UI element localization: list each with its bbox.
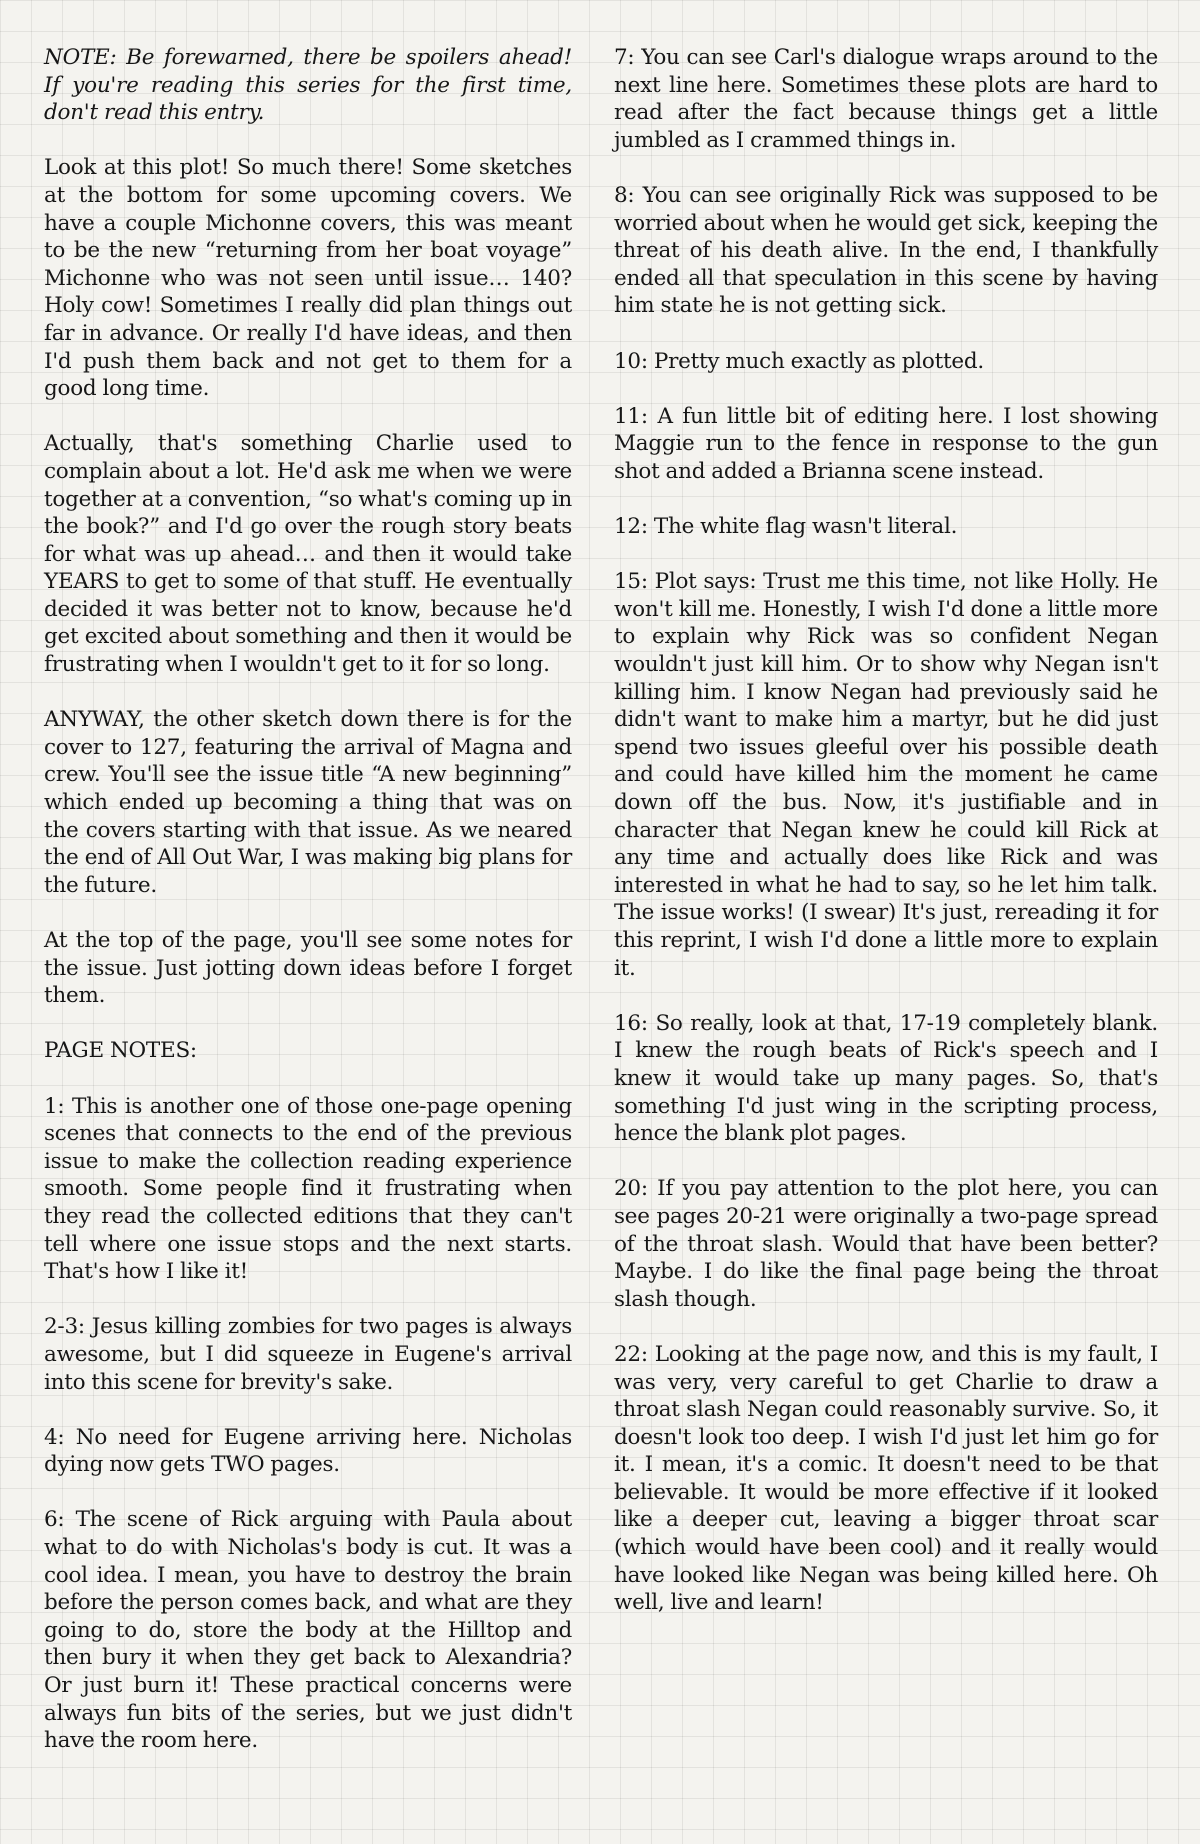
paragraph: At the top of the page, you'll see some notes for the issue. Just jotting down ideas before I forget them. [44,928,572,1009]
paragraph: Look at this plot! So much there! Some sketches at the bottom for some upcoming covers. We have a couple Michonne covers, this was meant to be the new “returning from her boat voyage” Michonne who was not seen until issue… 140? Holy cow! Sometimes I really did plan things out far in advance. Or really I'd have ideas, and then I'd push them back and not get to them for a good long time. [44,155,572,402]
page-note: 8: You can see originally Rick was supposed to be worried about when he would get sick, keeping the threat of his death alive. In the end, I thankfully ended all that speculation in this scene by having him state he is not getting sick. [614,182,1158,319]
page-note: 1: This is another one of those one-page opening scenes that connects to the end of the previous issue to make the collection reading experience smooth. Some people find it frustrating when they read the collected editions that they can't tell where one issue stops and the next starts. That's how I like it! [44,1093,572,1285]
spoiler-note: NOTE: Be forewarned, there be spoilers ahead! If you're reading this series for the first time, don't read this entry. [44,45,572,126]
left-column [44,44,572,1782]
page-note: 16: So really, look at that, 17-19 completely blank. I knew the rough beats of Rick's speech and I knew it would take up many pages. So, that's something I'd just wing in the scripting process, hence the blank plot pages. [614,1010,1158,1147]
page-note: 20: If you pay attention to the plot here, you can see pages 20-21 were originally a two-page spread of the throat slash. Would that have been better? Maybe. I do like the final page being the throat slash though. [614,1176,1158,1312]
page-note: 4: No need for Eugene arriving here. Nicholas dying now gets TWO pages. [44,1424,572,1478]
paragraph: ANYWAY, the other sketch down there is for the cover to 127, featuring the arrival of Magna and crew. You'll see the issue title “A new beginning” which ended up becoming a thing that was on the covers starting with that issue. As we neared the end of All Out War, I was making big plans for the future. [44,707,572,898]
page-note: 7: You can see Carl's dialogue wraps around to the next line here. Sometimes these plots are hard to read after the fact because things get a little jumbled as I crammed things in. [614,45,1158,153]
page-note: 12: The white flag wasn't literal. [614,514,958,540]
page-note: 15: Plot says: Trust me this time, not like Holly. He won't kill me. Honestly, I wish I'd done a little more to explain why Rick was so confident Negan wouldn't just kill him. Or to show why Negan isn't killing him. I know Negan had previously said he didn't want to make him a martyr, but he did just spend two issues gleeful over his possible death and could have killed him the moment he came down off the bus. Now, it's justifiable and in character that Negan knew he could kill Rick at any time and actually does like Rick and was interested in what he had to say, so he let him talk. The issue works! (I swear) It's just, rereading it for this reprint, I wish I'd done a little more to explain it. [614,569,1159,981]
page-note: 22: Looking at the page now, and this is my fault, I was very, very careful to get Charlie to draw a throat slash Negan could reasonably survive. So, it doesn't look too deep. I wish I'd just let him go for it. I mean, it's a comic. It doesn't need to be that believable. It would be more effective if it looked like a deeper cut, leaving a bigger throat scar (which would have been cool) and it really would have looked like Negan was being killed here. Oh well, live and learn! [614,1341,1158,1616]
page-note: 2-3: Jesus killing zombies for two pages is always awesome, but I did squeeze in Eugene's arrival into this scene for brevity's sake. [44,1314,572,1395]
page-note: 6: The scene of Rick arguing with Paula about what to do with Nicholas's body is cut. It was a cool idea. I mean, you have to destroy the brain before the person comes back, and what are they going to do, store the body at the Hilltop and then bury it when they get back to Alexandria? Or just burn it! These practical concerns were always fun bits of the series, but we just didn't have the room here. [44,1507,572,1754]
page-note: 11: A fun little bit of editing here. I lost showing Maggie run to the fence in response to the gun shot and added a Brianna scene instead. [614,403,1158,484]
paragraph: Actually, that's something Charlie used to complain about a lot. He'd ask me when we were together at a convention, “so what's coming up in the book?” and I'd go over the rough story beats for what was up ahead… and then it would take YEARS to get to some of that stuff. He eventually decided it was better not to know, because he'd get excited about something and then it would be frustrating when I wouldn't get to it for so long. [44,431,572,678]
page-note: 10: Pretty much exactly as plotted. [614,348,984,374]
page-notes-heading: PAGE NOTES: [44,1038,197,1064]
right-column [614,44,1158,1644]
